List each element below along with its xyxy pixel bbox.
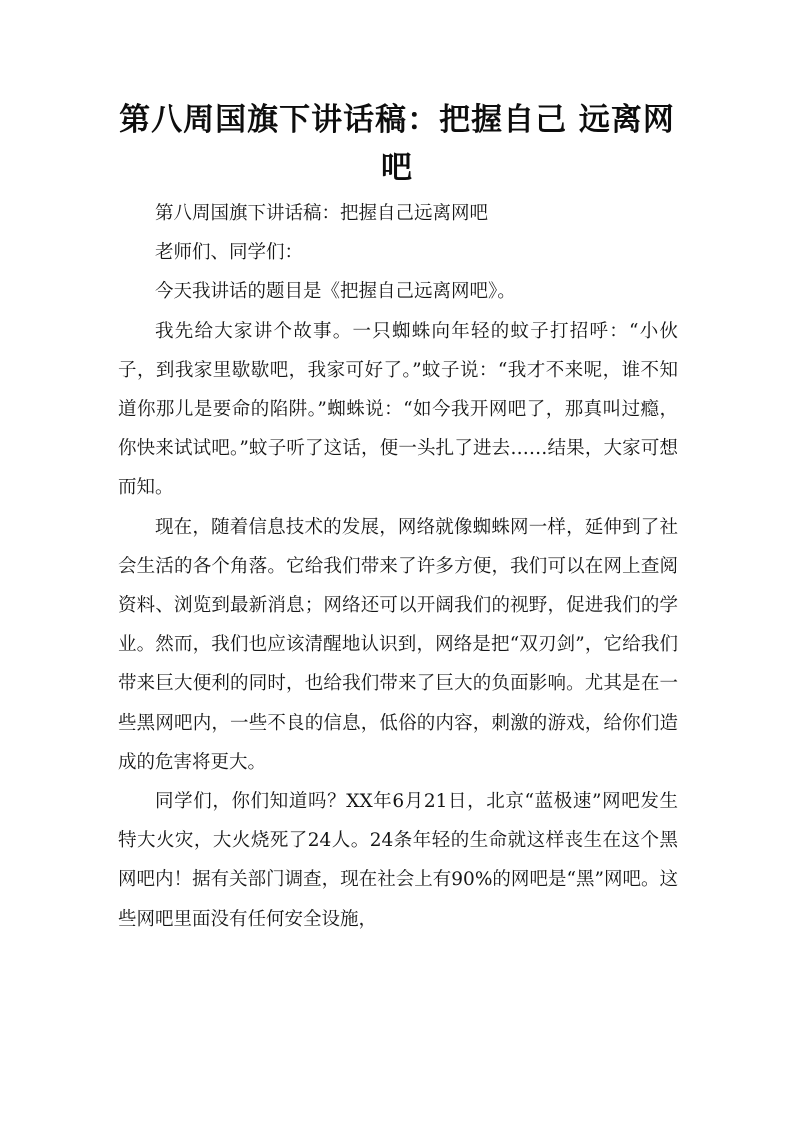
- paragraph-salutation: 老师们、同学们：: [155, 242, 304, 264]
- document-title: 第八周国旗下讲话稿：把握自己 远离网吧: [119, 102, 675, 186]
- document-body: [118, 194, 678, 939]
- paragraph-subtitle: 第八周国旗下讲话稿：把握自己远离网吧: [155, 203, 489, 224]
- paragraph-story: 我先给大家讲个故事。一只蜘蛛向年轻的蚊子打招呼：“小伙子，到我家里歇歇吧，我家可好了。”蚊子说：“我才不来呢，谁不知道你那儿是要命的陷阱。”蜘蛛说：“如今我开网吧了，那真叫过瘾，你快来试试吧。”蚊子听了这话，便一头扎了进去……结果，大家可想而知。: [118, 320, 678, 499]
- paragraph-topic: 今天我讲话的题目是《把握自己远离网吧》。: [155, 281, 516, 303]
- paragraph-fire: 同学们，你们知道吗？XX年6月21日，北京“蓝极速”网吧发生特大火灾，大火烧死了24人。24条年轻的生命就这样丧生在这个黑网吧内！据有关部门调查，现在社会上有90%的网吧是“黑”网吧。这些网吧里面没有任何安全设施，: [118, 791, 678, 930]
- paragraph-internet: 现在，随着信息技术的发展，网络就像蜘蛛网一样，延伸到了社会生活的各个角落。它给我们带来了许多方便，我们可以在网上查阅资料、浏览到最新消息；网络还可以开阔我们的视野，促进我们的学业。然而，我们也应该清醒地认识到，网络是把“双刃剑”，它给我们带来巨大便利的同时，也给我们带来了巨大的负面影响。尤其是在一些黑网吧内，一些不良的信息，低俗的内容，刺激的游戏，给你们造成的危害将更大。: [118, 516, 678, 773]
